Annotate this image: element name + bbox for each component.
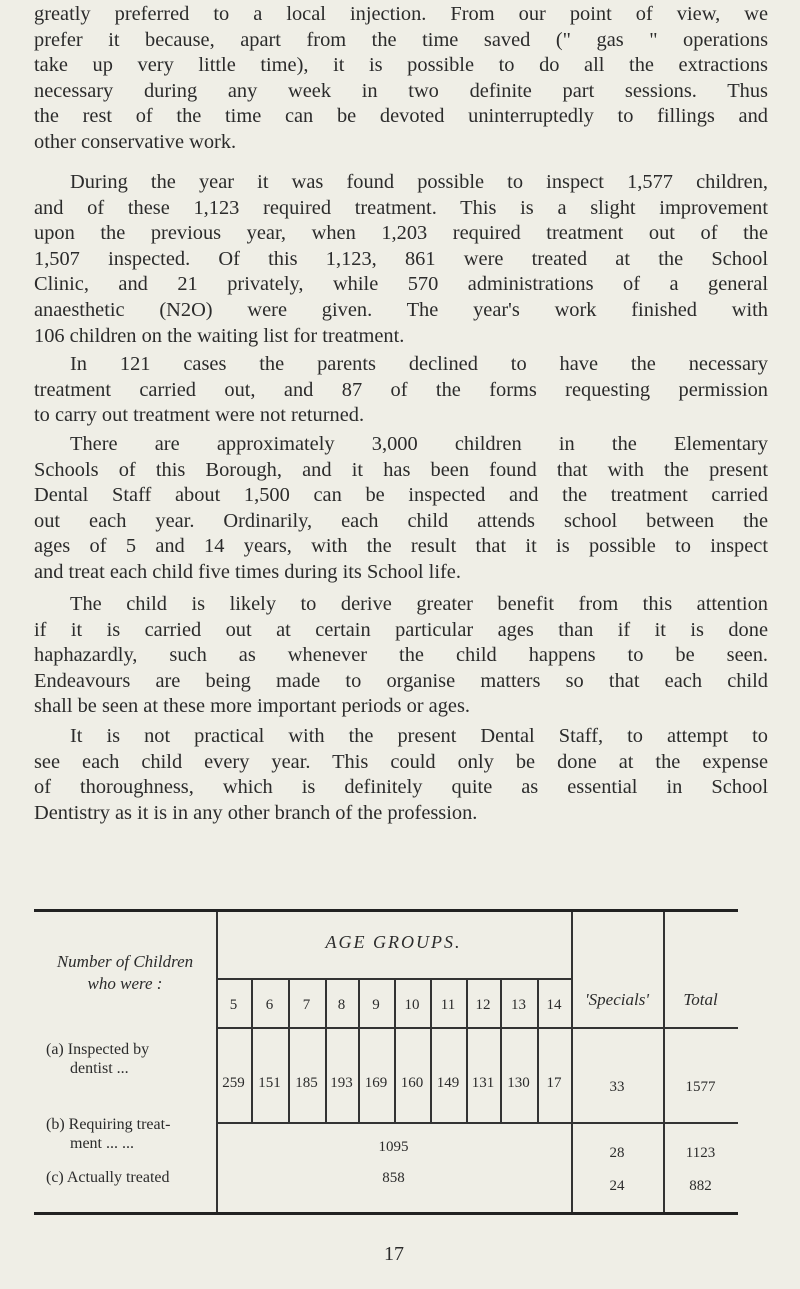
row-label: (a) Inspected by bbox=[46, 1041, 150, 1058]
total-cell: 1123 bbox=[685, 1145, 716, 1161]
text-line: upon the previous year, when 1,203 required treatment out of the bbox=[34, 222, 768, 245]
text-line: 1,507 inspected. Of this 1,123, 861 were treated at the School bbox=[34, 247, 768, 270]
text-line: Dental Staff about 1,500 can be inspected and the treatment carried bbox=[34, 484, 768, 507]
text-line: treatment carried out, and 87 of the forms requesting permission bbox=[34, 378, 768, 401]
paragraph-5 bbox=[34, 592, 768, 720]
text-line: shall be seen at these more important periods or ages. bbox=[34, 695, 470, 718]
table-divider bbox=[216, 1027, 738, 1029]
text-line: other conservative work. bbox=[34, 130, 237, 153]
age-label: 13 bbox=[511, 997, 526, 1013]
paragraph-2 bbox=[34, 170, 768, 349]
age-label: 10 bbox=[404, 997, 420, 1013]
age-label: 9 bbox=[372, 997, 380, 1013]
total-header: Total bbox=[683, 990, 718, 1009]
combined-cell: 1095 bbox=[378, 1139, 409, 1155]
text-line: out each year. Ordinarily, each child attends school between the bbox=[34, 509, 768, 532]
specials-cell: 33 bbox=[609, 1079, 625, 1095]
age-label: 14 bbox=[546, 997, 562, 1013]
specials-header: 'Specials' bbox=[585, 990, 649, 1009]
text-line: anaesthetic (N2O) were given. The year's work finished with bbox=[34, 298, 768, 321]
text-line: Endeavours are being made to organise matters so that each child bbox=[34, 669, 768, 692]
age-label: 5 bbox=[229, 997, 238, 1013]
text-line: During the year it was found possible to inspect 1,577 children, bbox=[70, 171, 768, 193]
table-cell: 131 bbox=[471, 1075, 495, 1091]
text-line: Dentistry as it is in any other branch of the profession. bbox=[34, 801, 478, 824]
age-label: 8 bbox=[337, 997, 346, 1013]
text-line: and treat each child five times during its School life. bbox=[34, 560, 461, 583]
table-cell: 149 bbox=[436, 1075, 460, 1091]
combined-cell: 858 bbox=[382, 1170, 405, 1186]
table-cell: 160 bbox=[400, 1075, 424, 1091]
text-line: prefer it because, apart from the time saved (" gas " operations bbox=[34, 28, 768, 51]
text-line: the rest of the time can be devoted uninterruptedly to fillings and bbox=[34, 105, 768, 128]
age-groups-title: AGE GROUPS. bbox=[325, 932, 462, 952]
row-label: (c) Actually treated bbox=[46, 1169, 170, 1186]
age-label: 11 bbox=[440, 997, 456, 1013]
table-bottom-rule bbox=[34, 1212, 738, 1215]
row-label: dentist ... bbox=[70, 1060, 129, 1077]
text-line: Clinic, and 21 privately, while 570 administrations of a general bbox=[34, 273, 768, 296]
text-line: In 121 cases the parents declined to have the necessary bbox=[70, 353, 768, 375]
table-cell: 169 bbox=[364, 1075, 388, 1091]
table-divider bbox=[216, 1122, 738, 1124]
row-label: (b) Requiring treat- bbox=[46, 1116, 171, 1133]
table-cell: 17 bbox=[546, 1075, 562, 1091]
table-cell: 259 bbox=[222, 1075, 245, 1091]
text-line: ages of 5 and 14 years, with the result that it is possible to inspect bbox=[34, 535, 768, 558]
page-number: 17 bbox=[384, 1243, 404, 1265]
text-line: There are approximately 3,000 children in the Elementary bbox=[70, 433, 768, 455]
paragraph-6 bbox=[34, 724, 768, 826]
table-divider bbox=[571, 912, 573, 1212]
table-top-rule bbox=[34, 909, 738, 912]
row-header-title: who were : bbox=[87, 974, 163, 993]
age-label: 12 bbox=[475, 997, 491, 1013]
table-cell: 130 bbox=[507, 1075, 530, 1091]
text-line: 106 children on the waiting list for treatment. bbox=[34, 324, 405, 347]
paragraph-4 bbox=[34, 432, 768, 586]
specials-cell: 28 bbox=[609, 1145, 625, 1161]
table-cell: 151 bbox=[258, 1075, 281, 1091]
age-label: 7 bbox=[302, 997, 311, 1013]
specials-cell: 24 bbox=[609, 1178, 625, 1194]
text-line: and of these 1,123 required treatment. This is a slight improvement bbox=[34, 196, 768, 219]
total-cell: 882 bbox=[689, 1178, 712, 1194]
text-line: It is not practical with the present Dental Staff, to attempt to bbox=[70, 725, 768, 747]
text-line: if it is carried out at certain particular ages than if it is done bbox=[34, 618, 768, 641]
text-line: to carry out treatment were not returned. bbox=[34, 404, 365, 427]
row-label: ment ... ... bbox=[70, 1135, 134, 1152]
text-line: Schools of this Borough, and it has been found that with the present bbox=[34, 458, 768, 481]
table-cell: 193 bbox=[330, 1075, 353, 1091]
text-line: of thoroughness, which is definitely quite as essential in School bbox=[34, 776, 768, 799]
text-line: see each child every year. This could only be done at the expense bbox=[34, 750, 768, 773]
text-line: greatly preferred to a local injection. From our point of view, we bbox=[34, 3, 768, 25]
paragraph-1 bbox=[34, 2, 768, 156]
table-divider bbox=[663, 912, 665, 1212]
row-header-title: Number of Children bbox=[56, 952, 194, 971]
age-label: 6 bbox=[265, 997, 274, 1013]
text-line: necessary during any week in two definite part sessions. Thus bbox=[34, 79, 768, 102]
text-line: haphazardly, such as whenever the child happens to be seen. bbox=[34, 644, 768, 667]
table-cell: 185 bbox=[295, 1075, 318, 1091]
text-line: take up very little time), it is possible to do all the extractions bbox=[34, 54, 768, 77]
text-line: The child is likely to derive greater benefit from this attention bbox=[70, 593, 768, 615]
table-divider bbox=[216, 912, 218, 1212]
paragraph-3 bbox=[34, 352, 768, 429]
total-cell: 1577 bbox=[685, 1079, 716, 1095]
